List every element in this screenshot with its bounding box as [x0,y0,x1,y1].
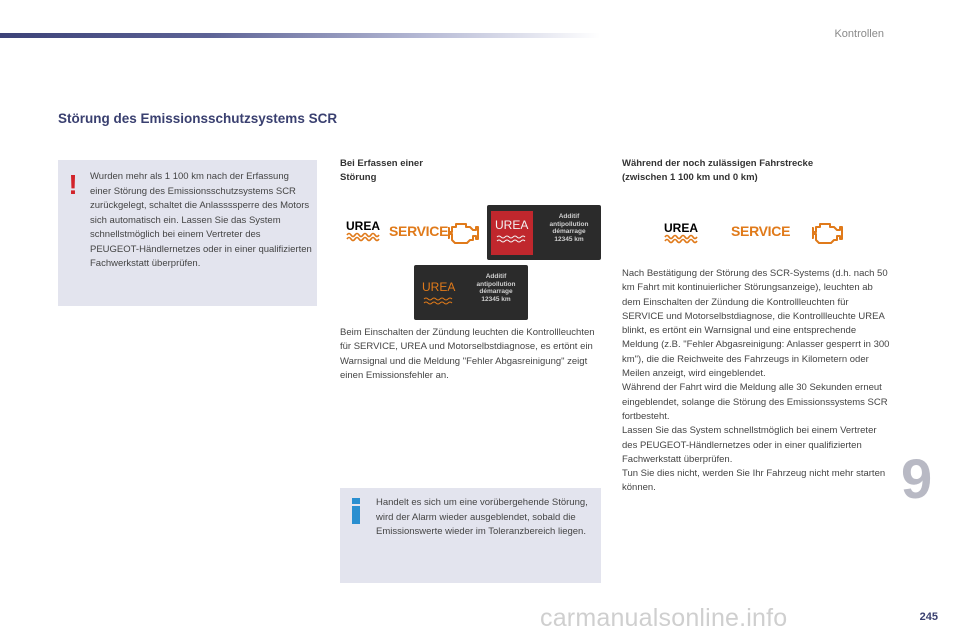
info-text: Handelt es sich um eine vorübergehende Störung, wird der Alarm wieder ausgeblendet, sobald die Emissionswerte wieder im Toleranzbereich liegen. [376,497,588,537]
display-bottom-message [466,273,526,303]
middle-heading [340,157,423,184]
header-accent-bar [0,33,600,38]
service-lamp-right: SERVICE [731,223,791,239]
warning-text: Wurden mehr als 1 100 km nach der Erfassung einer Störung des Emissionsschutzsystems SCR zurückgelegt, schaltet die Anlassssperre des Motors sich automatisch ein. Lassen Sie das System schnellstmöglich bei einem Vertreter des PEUGEOT-Händlernetzes oder in einer qualifizierten Fachwerkstatt überprüfen. [90,171,312,269]
display-top-msg-line4: 12345 km [554,235,584,243]
urea-lamp [346,218,382,244]
urea-lamp-label: UREA [346,219,381,233]
display-top-msg-line1: Additif [558,213,580,220]
page-title: Störung des Emissionsschutzsystems SCR [58,111,338,126]
display-top-msg-line3: démarrage [552,228,586,235]
warning-box [58,160,317,306]
display-bottom-msg-line1: Additif [485,273,507,280]
display-top-message [539,213,599,243]
right-body-text: Nach Bestätigung der Störung des SCR-Systems (d.h. nach 50 km Fahrt mit kontinuierlicher Störungsanzeige), leuchten ab dem Einschalten der Zündung die Kontrollleuchten für SERVICE und Motorselbstdiagnose, die Kontrollleuchte UREA blinkt, es ertönt ein Warnsignal und eine entsprechende Meldung (z.B. "Fehler Abgasreinigung: Anlasser gesperrt in 300 km"), die die Reichweite des Fahrzeugs in Kilometern oder Meilen anzeigt, wird eingeblendet. Während der Fahrt wird die Meldung alle 30 Sekunden erneut eingeblendet, solange die Störung des Emissionssystems SCR fortbesteht. Lassen Sie das System schnellstmöglich bei einem Vertreter des PEUGEOT-Händlernetzes oder in einer qualifizierten Fachwerkstatt überprüfen. Tun Sie dies nicht, werden Sie Ihr Fahrzeug nicht mehr starten können. [622,268,890,494]
right-heading-line1: Während der noch zulässigen Fahrstrecke [622,158,814,169]
display-bottom-urea: UREA [422,280,456,294]
display-screen-bottom [414,265,528,320]
display-bottom-msg-line2: antipollution [476,280,516,288]
display-screen-top [487,205,601,260]
page-number: 245 [919,611,938,623]
urea-lamp-right-label: UREA [664,221,699,235]
middle-body-text: Beim Einschalten der Zündung leuchten die Kontrollleuchten für SERVICE, UREA und Motorselbstdiagnose, es ertönt ein Warnsignal und die Meldung "Fehler Abgasreinigung" zeigt einen Emissionsfehler an. [340,327,595,381]
info-icon [352,498,360,524]
right-heading-line2: (zwischen 1 100 km und 0 km) [622,171,758,183]
right-heading [622,157,813,184]
chapter-number: 9 [901,447,933,510]
exclamation-icon: ! [68,169,78,200]
display-bottom-msg-line3: démarrage [479,288,513,295]
engine-icon [448,218,480,246]
middle-heading-line2: Störung [340,171,377,183]
display-bottom-msg-line4: 12345 km [481,295,511,303]
urea-lamp-right [664,220,700,246]
engine-icon [812,218,844,246]
service-lamp: SERVICE [389,223,449,239]
info-box [340,488,601,583]
watermark: carmanualsonline.info [540,604,788,632]
display-top-urea: UREA [495,218,529,232]
section-label: Kontrollen [834,28,884,40]
display-top-msg-line2: antipollution [549,220,589,228]
middle-heading-line1: Bei Erfassen einer [340,158,423,169]
